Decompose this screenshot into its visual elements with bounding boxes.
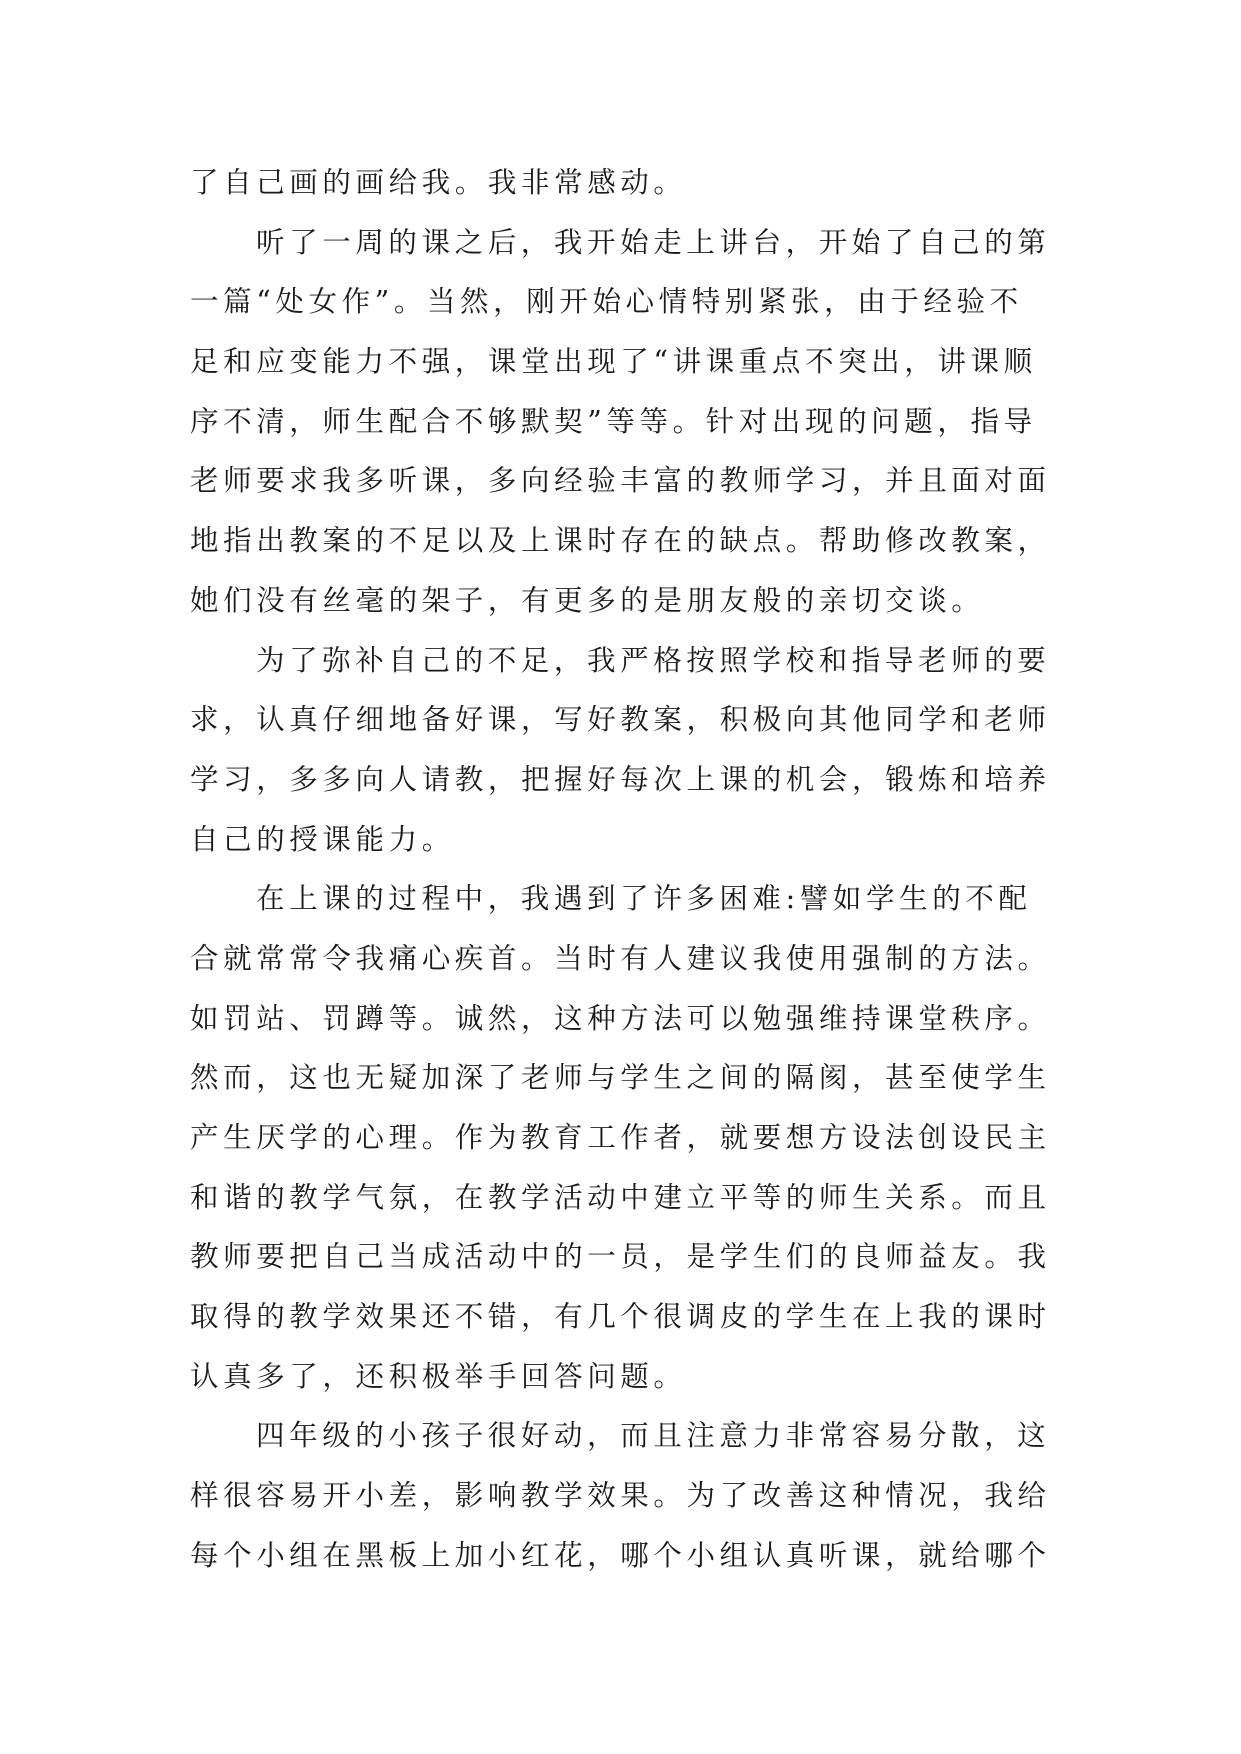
text-line: 认真多了，还积极举手回答问题。 <box>190 1359 687 1393</box>
text-line: 合就常常令我痛心疾首。当时有人建议我使用强制的方法。 <box>190 941 1051 975</box>
text-line: 自己的授课能力。 <box>190 822 455 856</box>
text-line: 地指出教案的不足以及上课时存在的缺点。帮助修改教案， <box>190 524 1051 558</box>
text-line: 了自己画的画给我。我非常感动。 <box>190 166 687 199</box>
document-body <box>190 153 1070 1586</box>
paragraph-first-line: 为了弥补自己的不足，我严格按照学校和指导老师的要 <box>256 643 1051 677</box>
text-line: 如罚站、罚蹲等。诚然，这种方法可以勉强维持课堂秩序。 <box>190 1001 1051 1035</box>
text-line: 和谐的教学气氛，在教学活动中建立平等的师生关系。而且 <box>190 1180 1051 1214</box>
text-line: 序不清，师生配合不够默契”等等。针对出现的问题，指导 <box>190 404 1037 438</box>
paragraph-first-line: 在上课的过程中，我遇到了许多困难:譬如学生的不配 <box>256 882 1032 916</box>
text-line: 老师要求我多听课，多向经验丰富的教师学习，并且面对面 <box>190 464 1051 498</box>
paragraph-first-line: 听了一周的课之后，我开始走上讲台，开始了自己的第 <box>256 225 1051 259</box>
text-line: 学习，多多向人请教，把握好每次上课的机会，锻炼和培养 <box>190 762 1051 796</box>
text-line: 样很容易开小差，影响教学效果。为了改善这种情况，我给 <box>190 1479 1051 1513</box>
text-line: 足和应变能力不强，课堂出现了“讲课重点不突出，讲课顺 <box>190 345 1037 379</box>
paragraph-first-line: 四年级的小孩子很好动，而且注意力非常容易分散，这 <box>256 1419 1051 1453</box>
text-line: 一篇“处女作”。当然，刚开始心情特别紧张，由于经验不 <box>190 285 1023 319</box>
text-line: 她们没有丝毫的架子，有更多的是朋友般的亲切交谈。 <box>190 583 985 617</box>
text-line: 产生厌学的心理。作为教育工作者，就要想方设法创设民主 <box>190 1121 1051 1154</box>
text-line: 取得的教学效果还不错，有几个很调皮的学生在上我的课时 <box>190 1300 1051 1334</box>
text-line: 然而，这也无疑加深了老师与学生之间的隔阂，甚至使学生 <box>190 1061 1051 1095</box>
text-line: 每个小组在黑板上加小红花，哪个小组认真听课，就给哪个 <box>190 1538 1051 1572</box>
text-line: 求，认真仔细地备好课，写好教案，积极向其他同学和老师 <box>190 703 1051 737</box>
text-line: 教师要把自己当成活动中的一员，是学生们的良师益友。我 <box>190 1240 1051 1274</box>
